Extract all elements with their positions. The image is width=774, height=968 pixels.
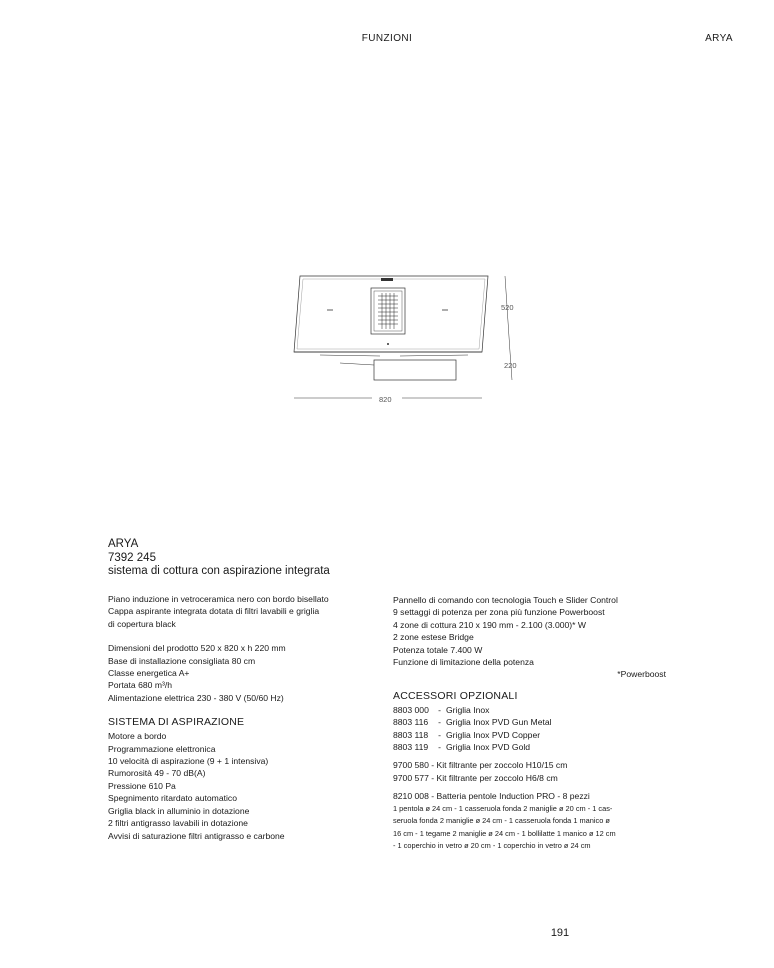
pan-set-detail: 16 cm - 1 tegame 2 maniglie ø 24 cm - 1 bollilatte 1 manico ø 12 cm [393,828,616,838]
accessory-row: 8803 118 - Griglia Inox PVD Copper [393,729,541,740]
kit-line: 9700 580 - Kit filtrante per zoccolo H10/15 cm [393,760,568,771]
dimension-label-220: 220 [504,361,517,370]
brand-header: ARYA [705,33,733,44]
aspiration-item: 10 velocità di aspirazione (9 + 1 intensiva) [108,756,269,767]
feature-line: 4 zone di cottura 210 x 190 mm - 2.100 (3.000)* W [393,619,586,630]
product-code: 7392 245 [108,551,156,564]
feature-line: Funzione di limitazione della potenza [393,657,534,668]
pan-set-detail: seruola fonda 2 maniglie ø 24 cm - 1 casseruola fonda 1 manico ø [393,816,610,826]
spec-line: Portata 680 m³/h [108,680,173,691]
feature-line: Pannello di comando con tecnologia Touch e Slider Control [393,595,618,605]
product-name: ARYA [108,538,139,550]
intro-line: di copertura black [108,618,176,629]
feature-line: 9 settaggi di potenza per zona più funzione Powerboost [393,607,605,618]
aspiration-item: Motore a bordo [108,731,167,742]
accessory-row: 8803 000 - Griglia Inox [393,704,490,715]
intro-line: Cappa aspirante integrata dotata di filtri lavabili e griglia [108,606,320,617]
pan-set-detail: - 1 coperchio in vetro ø 20 cm - 1 coperchio in vetro ø 24 cm [393,841,591,851]
hob-top-outline [294,276,488,352]
power-indicator [387,343,389,345]
cooktop-side-profile-right [400,355,468,356]
duct-profile [340,363,374,365]
spec-line: Classe energetica A+ [108,668,190,679]
control-panel-icon [381,278,393,281]
product-description: sistema di cottura con aspirazione integrata [108,565,330,577]
cooktop-side-profile-left [320,355,380,356]
accessory-row: 8803 116 - Griglia Inox PVD Gun Metal [393,717,552,728]
aspiration-item: Avvisi di saturazione filtri antigrasso e carbone [108,830,285,841]
extraction-grille-inner [374,291,402,331]
hob-bevel-edge [297,279,485,349]
aspiration-item: 2 filtri antigrasso lavabili in dotazione [108,818,248,829]
product-title-block [108,538,330,579]
dimension-label-820: 820 [379,395,392,404]
section-header: FUNZIONI [361,33,413,44]
spec-line: Base di installazione consigliata 80 cm [108,655,256,666]
intro-line: Piano induzione in vetroceramica nero con bordo bisellato [108,594,329,604]
page-number: 191 [550,927,570,939]
feature-line: Potenza totale 7.400 W [393,644,483,655]
powerboost-footnote: *Powerboost [617,669,666,680]
right-specs-column [393,594,666,853]
spec-line: Dimensioni del prodotto 520 x 820 x h 220 mm [108,643,286,654]
feature-line: 2 zone estese Bridge [393,632,474,643]
aspiration-item: Griglia black in alluminio in dotazione [108,805,250,816]
accessories-section-title: ACCESSORI OPZIONALI [393,689,518,702]
pan-set-detail: 1 pentola ø 24 cm - 1 casseruola fonda 2 maniglie ø 20 cm - 1 cas- [393,803,613,813]
aspiration-item: Rumorosità 49 - 70 dB(A) [108,768,206,779]
hob-drawing-svg [280,268,520,408]
depth-dimension-line [505,276,510,352]
aspiration-item: Pressione 610 Pa [108,780,176,791]
dimension-label-520: 520 [501,303,514,312]
accessory-row: 8803 119 - Griglia Inox PVD Gold [393,742,531,753]
extraction-grille-frame [371,288,405,334]
motor-unit-box [374,360,456,380]
aspiration-item: Spegnimento ritardato automatico [108,793,237,804]
aspiration-item: Programmazione elettronica [108,743,216,754]
kit-line: 9700 577 - Kit filtrante per zoccolo H6/8 cm [393,772,558,783]
pan-set-title: 8210 008 - Batteria pentole Induction PRO - 8 pezzi [393,791,590,802]
product-technical-drawing [280,268,520,408]
aspiration-section-title: SISTEMA DI ASPIRAZIONE [108,716,245,729]
left-specs-column [108,593,329,842]
spec-line: Alimentazione elettrica 230 - 380 V (50/60 Hz) [108,692,284,703]
